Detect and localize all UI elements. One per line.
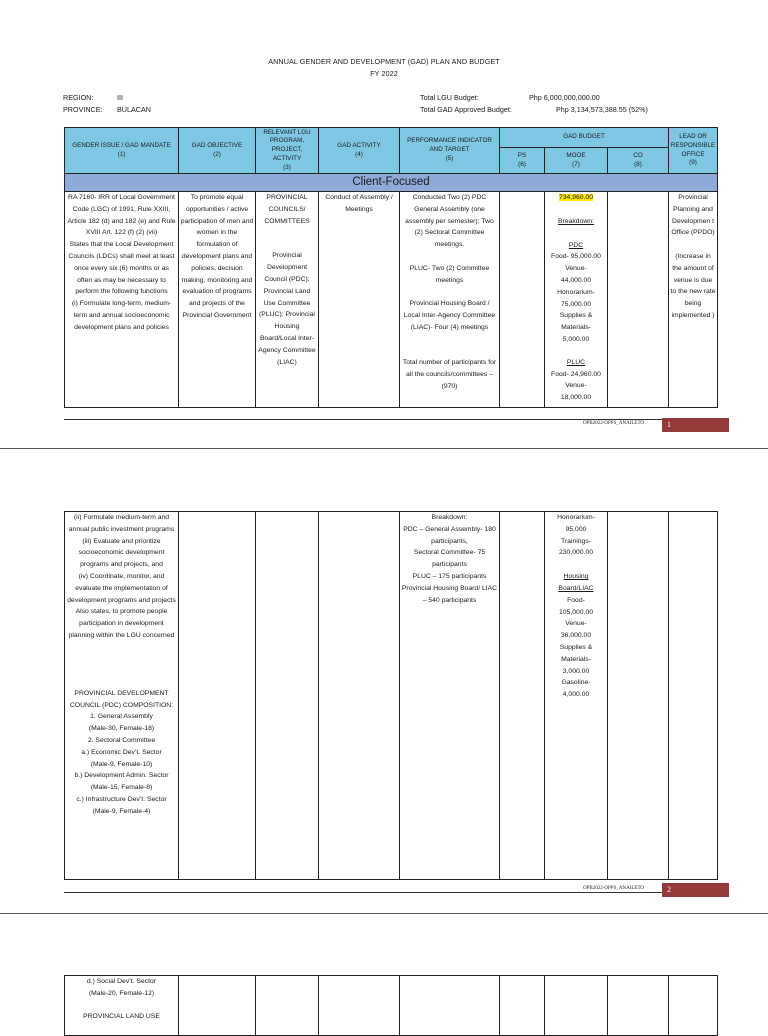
mooe-total: 734,960.00	[558, 194, 594, 201]
performance-indicator-cell: Breakdown: PDC – General Assembly- 180 participants, Sectoral Committee- 75 participants PLUC – 175 participants Provincial Housing Board/ LIAC – 540 participants	[400, 512, 500, 880]
col-header-ps: PS (6)	[500, 148, 545, 174]
province-label: PROVINCE:	[63, 105, 103, 114]
co-cell	[608, 976, 669, 1036]
page-separator	[0, 448, 768, 449]
footer-rule	[64, 892, 664, 893]
gad-objective-cell: To promote equal opportunities / active participation of men and women in the formulation of development plans and policies, decision making, monitoring and evaluation of programs and projects of the Provincial Government	[179, 192, 256, 408]
col-header-co: CO (8)	[608, 148, 669, 174]
gad-activity-cell	[319, 512, 400, 880]
table-row	[65, 192, 718, 408]
lgu-program-cell	[256, 976, 319, 1036]
gender-issue-cell: RA 7160- IRR of Local Government Code (LGC) of 1991, Rule XXIII, Article 182 (d) and 182 (e) and Rule XVIII Art. 122 (f) (2) (vii) States that the Local Development Councils (LDCs) shall meet at least once every six (6) months or as often as may be necessary to perform the following functions (i) Formulate long-term, medium-term and annual socioeconomic development plans and policies	[65, 192, 179, 408]
lgu-budget-value: Php 6,000,000,000.00	[529, 93, 600, 102]
fiscal-year: FY 2022	[370, 69, 398, 78]
gad-plan-table-page-3	[64, 975, 718, 1036]
col-header-performance-indicator: PERFORMANCE INDICATOR AND TARGET (5)	[400, 128, 500, 174]
footer-code: OPB2022-OPPS_ANAILETO	[583, 886, 645, 891]
gad-plan-table-page-1	[64, 127, 718, 408]
section-label: Client-Focused	[65, 174, 718, 192]
lgu-budget-label: Total LGU Budget:	[420, 93, 479, 102]
region-label: REGION:	[63, 93, 94, 102]
co-cell	[608, 192, 669, 408]
col-header-lead-office: LEAD OR RESPONSIBLE OFFICE (9)	[669, 128, 718, 174]
gender-issue-cell: (ii) Formulate medium-term and annual public investment programs (iii) Evaluate and prioritize socioeconomic development programs and projects, and (iv) Coordinate, monitor, and evaluate the implementation of development programs and projects Also states, to promote people participation in development planning within the LGU concerned PROVINCIAL DEVELOPMENT COUNCIL (PDC) COMPOSITION: 1. General Assembly (Male-30, Female-18) 2. Sectoral Committee a.) Economic Dev’t. Sector (Male-9, Female-10) b.) Development Admin. Sector (Male-15, Female-8) c.) Infrastructure Dev’t. Sector (Male-9, Female-4)	[65, 512, 179, 880]
page-number: 2	[662, 883, 729, 897]
performance-indicator-cell: Conducted Two (2) PDC General Assembly (one assembly per semester); Two (2) Sectoral Committee meetings. PLUC- Two (2) Committee meetings Provincial Housing Board / Local Inter-Agency Committee (LIAC)- Four (4) meetings Total number of participants for all the councils/committees – (970)	[400, 192, 500, 408]
ps-cell	[500, 512, 545, 880]
lgu-program-cell	[256, 512, 319, 880]
col-header-gender-issue: GENDER ISSUE / GAD MANDATE (1)	[65, 128, 179, 174]
gad-objective-cell	[179, 512, 256, 880]
gad-activity-cell: Conduct of Assembly / Meetings	[319, 192, 400, 408]
lead-office-cell: Provincial Planning and Developmen t Office (PPDO) (Increase in the amount of venue is due to the new rate being implemented )	[669, 192, 718, 408]
mooe-cell: 734,960.00 Breakdown: PDC Food- 95,000.00 Venue- 44,000.00 Honorarium- 75,000.00 Supplies & Materials- 5,000.00 PLUC Food- 24,960.00 Venue- 18,000.00	[545, 192, 608, 408]
col-header-gad-objective: GAD OBJECTIVE (2)	[179, 128, 256, 174]
footer-code: OPB2022-OPPS_ANAILETO	[583, 421, 645, 426]
footer-rule	[64, 419, 664, 420]
col-header-gad-budget: GAD BUDGET	[500, 128, 669, 148]
province-value: BULACAN	[117, 105, 151, 114]
mooe-cell	[545, 976, 608, 1036]
lead-office-cell	[669, 512, 718, 880]
col-header-lgu-program: RELEVANT LGU PROGRAM, PROJECT, ACTIVITY (3)	[256, 128, 319, 174]
col-header-mooe: MOOE (7)	[545, 148, 608, 174]
document-title: ANNUAL GENDER AND DEVELOPMENT (GAD) PLAN AND BUDGET	[268, 57, 500, 66]
performance-indicator-cell	[400, 976, 500, 1036]
mooe-cell: Honorarium- 95,000 Trainings- 230,000.00 Housing Board/LIAC Food- 105,000.00 Venue- 36,000.00 Supplies & Materials- 3,000.00 Gasoline- 4,000.00	[545, 512, 608, 880]
ps-cell	[500, 976, 545, 1036]
lgu-program-cell: PROVINCIAL COUNCILS/ COMMITTEES Provincial Development Council (PDC); Provincial Land Use Committee (PLUC); Provincial Housing Board/Local Inter-Agency Committee (LIAC)	[256, 192, 319, 408]
gad-activity-cell	[319, 976, 400, 1036]
co-cell	[608, 512, 669, 880]
section-row	[65, 174, 718, 192]
page-number: 1	[662, 418, 729, 432]
gad-budget-value: Php 3,134,573,388.55 (52%)	[556, 105, 648, 114]
page-separator	[0, 913, 768, 914]
gad-plan-table-page-2	[64, 511, 718, 880]
lead-office-cell	[669, 976, 718, 1036]
col-header-gad-activity: GAD ACTIVITY (4)	[319, 128, 400, 174]
gender-issue-cell: d.) Social Dev’t. Sector (Male-20, Female-12) PROVINCIAL LAND USE	[65, 976, 179, 1036]
gad-objective-cell	[179, 976, 256, 1036]
ps-cell	[500, 192, 545, 408]
region-value: III	[117, 93, 123, 102]
table-row	[65, 976, 718, 1036]
gad-budget-label: Total GAD Approved Budget:	[420, 105, 512, 114]
table-row	[65, 512, 718, 880]
